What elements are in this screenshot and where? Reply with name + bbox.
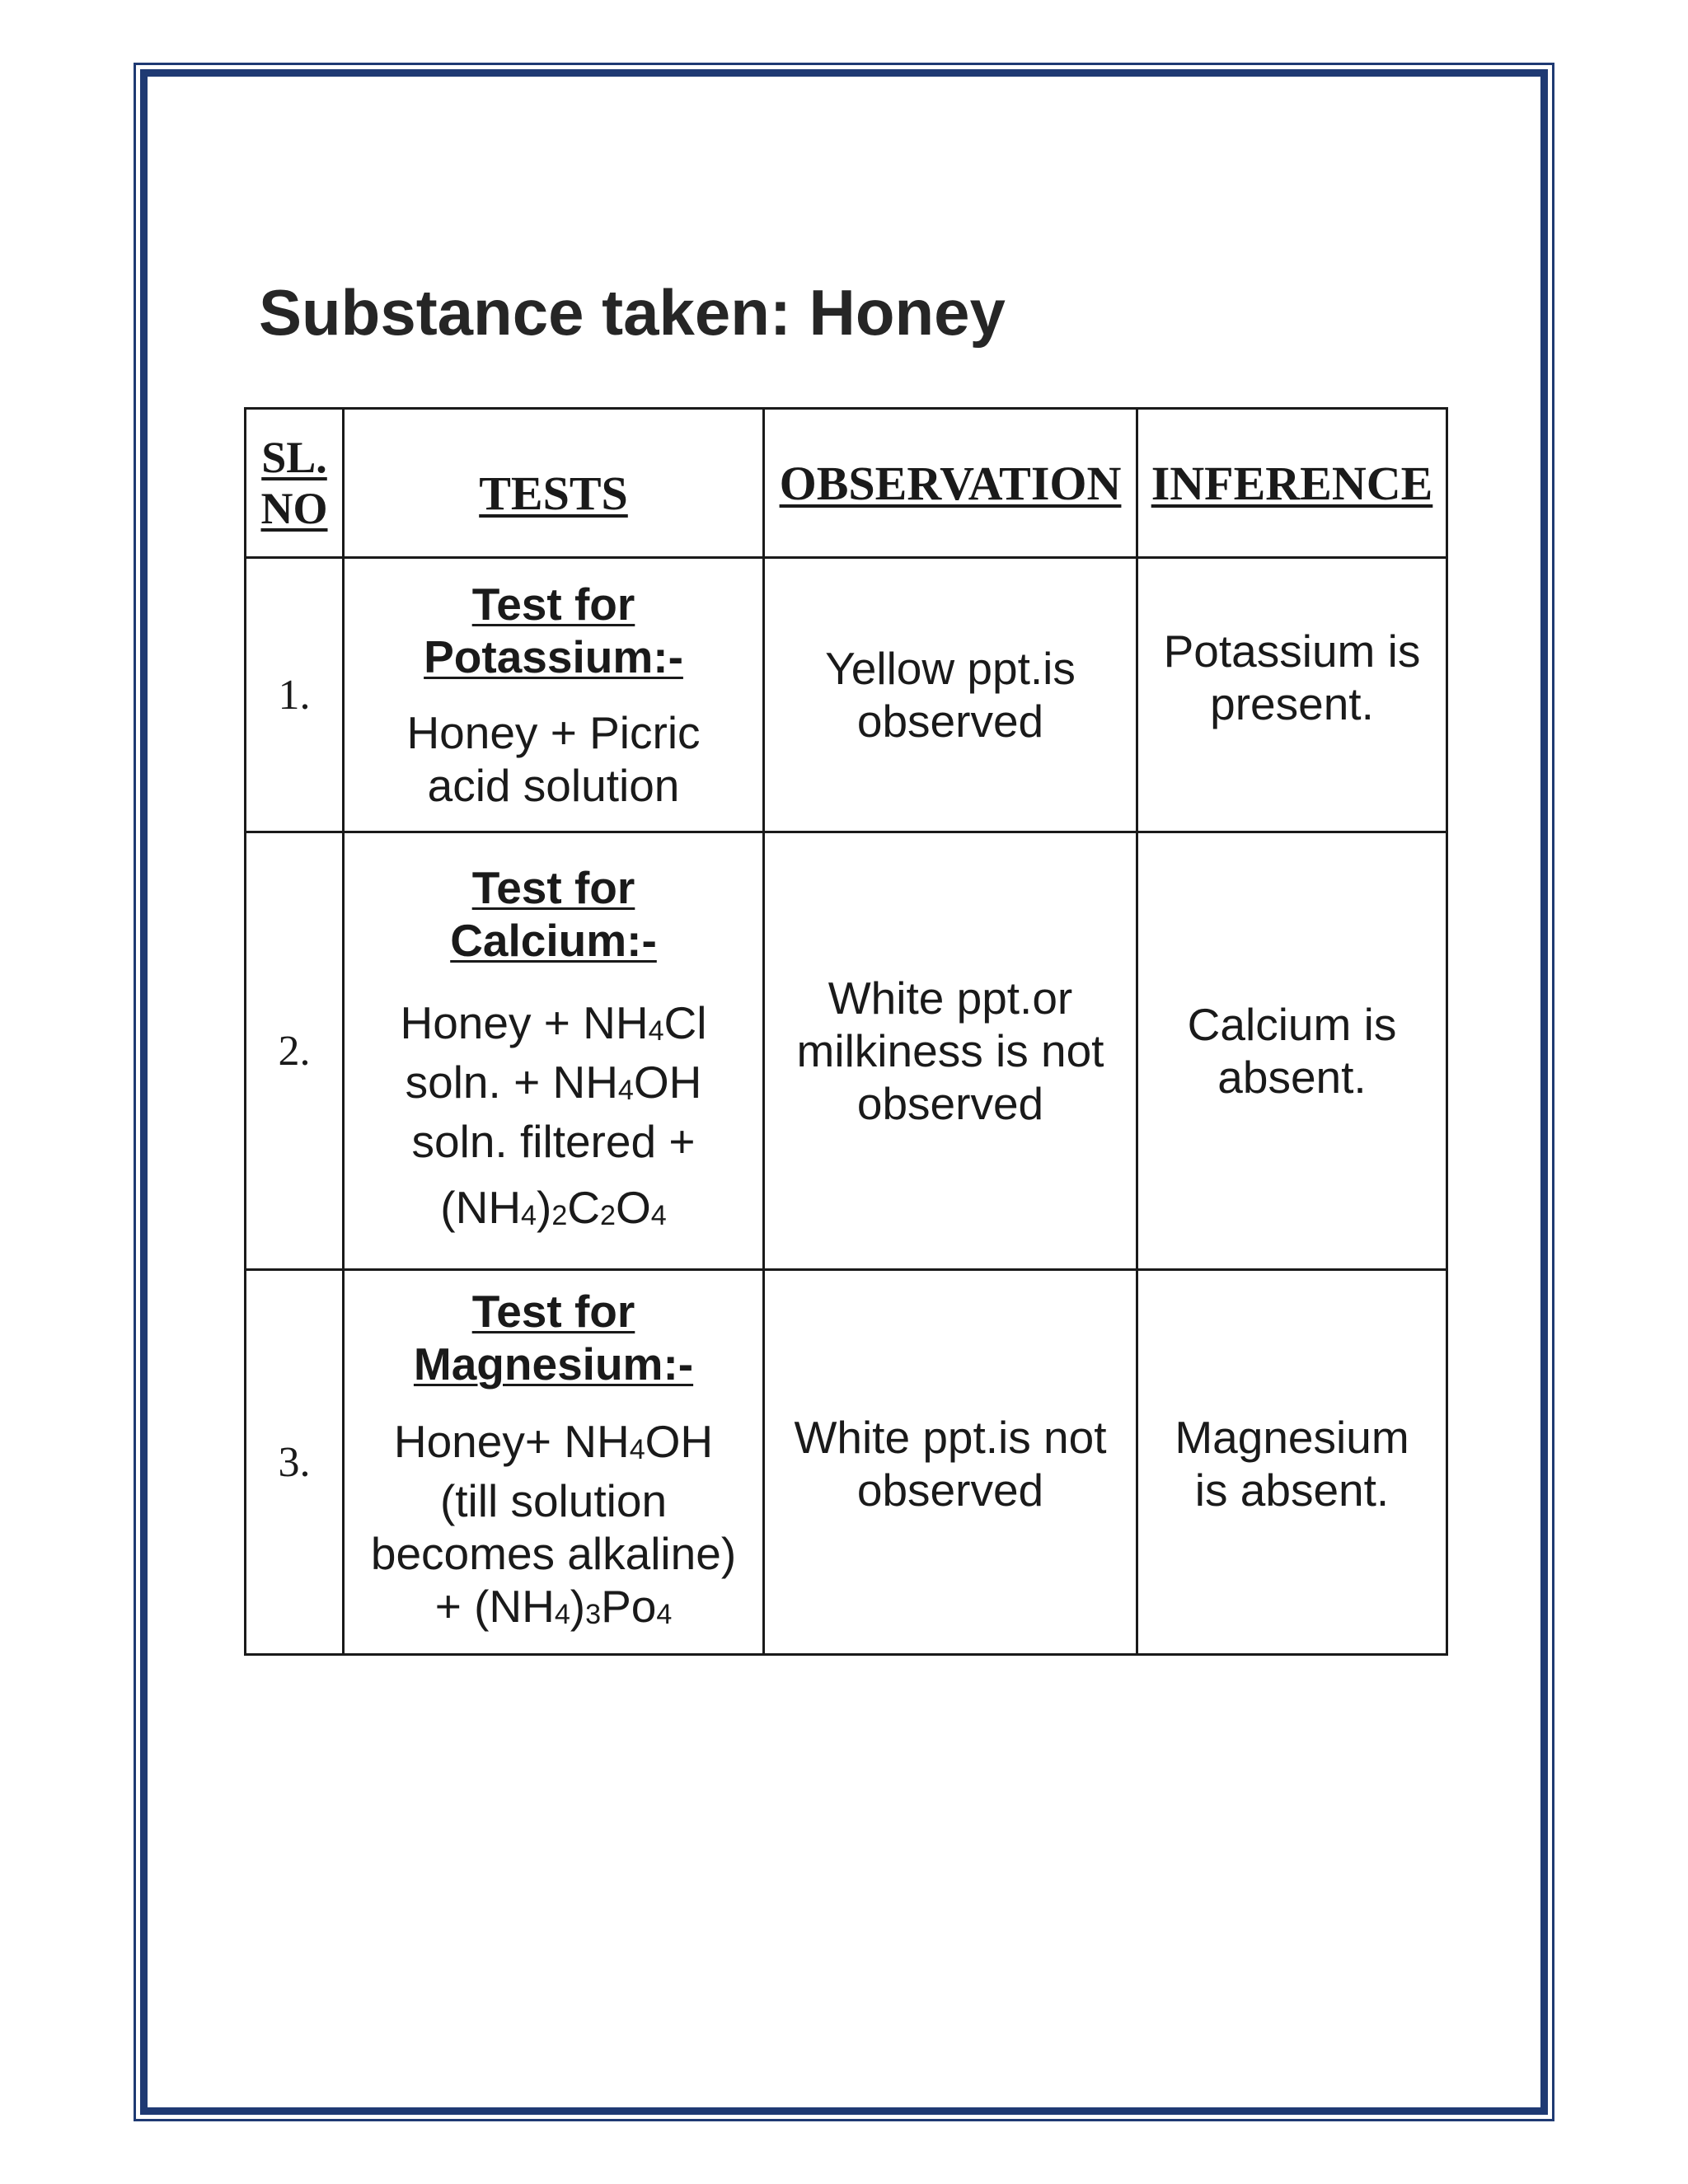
row-inference-cell: Calcium is absent. bbox=[1137, 832, 1447, 1270]
header-tests: TESTS bbox=[344, 409, 764, 558]
test-heading: Test for bbox=[471, 1286, 635, 1337]
test-procedure: soln. + $NH_4OH$ bbox=[405, 1057, 702, 1108]
table-row bbox=[246, 1270, 1447, 1655]
row-test-cell bbox=[344, 1270, 764, 1655]
table-row bbox=[246, 558, 1447, 832]
table-row bbox=[246, 832, 1447, 1270]
row-observation-cell: White ppt.is not observed bbox=[764, 1270, 1137, 1655]
test-procedure: soln. filtered + bbox=[411, 1116, 696, 1167]
test-procedure: becomes alkaline) bbox=[370, 1528, 737, 1579]
row-observation-cell: White ppt.or milkiness is not observed bbox=[764, 832, 1137, 1270]
header-inference: INFERENCE bbox=[1137, 409, 1447, 558]
test-procedure: acid solution bbox=[427, 760, 680, 811]
test-heading: Potassium:- bbox=[424, 631, 683, 682]
test-procedure: Honey+ $NH_4OH$ bbox=[393, 1416, 714, 1467]
test-procedure: (till solution bbox=[439, 1475, 668, 1526]
table-header-row bbox=[246, 409, 1447, 558]
test-heading: Magnesium:- bbox=[413, 1338, 694, 1390]
row-test-cell bbox=[344, 832, 764, 1270]
row-test-cell bbox=[344, 558, 764, 832]
test-procedure: Honey + Picric bbox=[406, 707, 701, 758]
page-title: Substance taken: Honey bbox=[259, 276, 1006, 349]
row-sl-number: 2. bbox=[246, 832, 344, 1270]
row-sl-number: 3. bbox=[246, 1270, 344, 1655]
test-heading: Test for bbox=[471, 579, 635, 630]
test-procedure: + $(NH_4)_3Po_4$ bbox=[434, 1581, 673, 1632]
tests-table bbox=[244, 407, 1448, 1656]
row-inference-cell: Potassium is present. bbox=[1137, 558, 1447, 832]
test-procedure: $(NH_4)_2C_2O_4$ bbox=[440, 1182, 667, 1233]
row-observation-cell: Yellow ppt.is observed bbox=[764, 558, 1137, 832]
row-sl-number: 1. bbox=[246, 558, 344, 832]
row-inference-cell: Magnesium is absent. bbox=[1137, 1270, 1447, 1655]
header-observation: OBSERVATION bbox=[764, 409, 1137, 558]
test-heading: Calcium:- bbox=[450, 915, 657, 966]
test-procedure: Honey + $NH_4Cl$ bbox=[400, 997, 707, 1048]
header-sl-no: SL. NO bbox=[246, 409, 344, 558]
test-heading: Test for bbox=[471, 862, 635, 913]
